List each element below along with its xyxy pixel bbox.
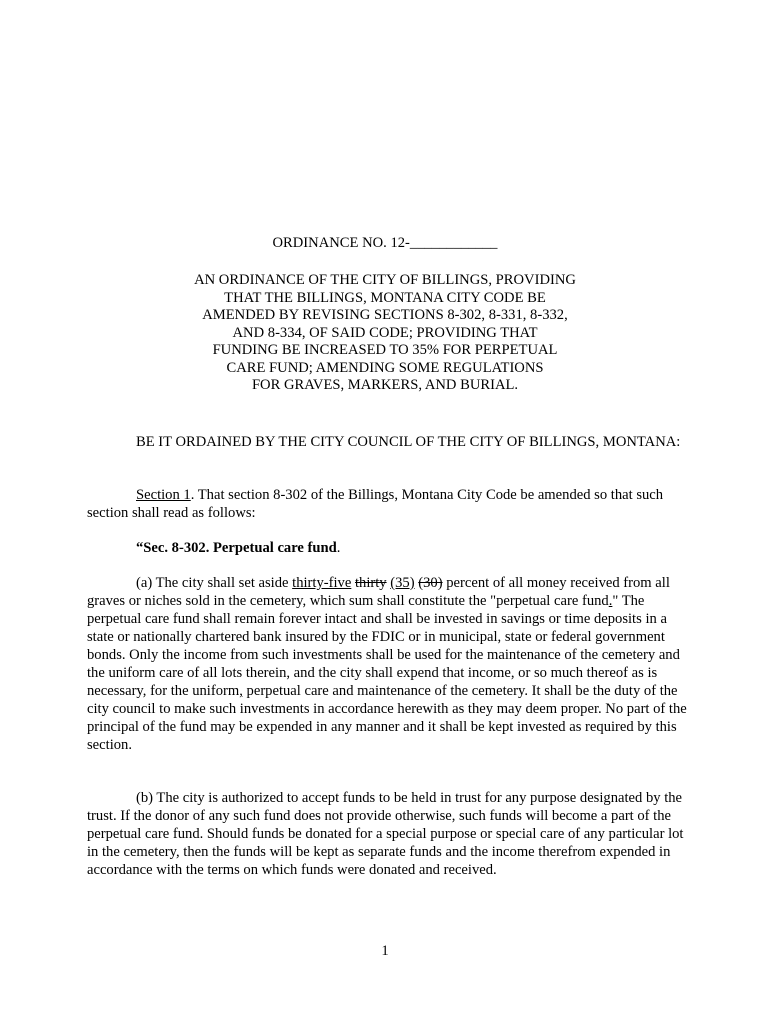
paragraph-b [87,789,687,879]
paragraph-a-text-2: " The perpetual care fund shall remain forever intact and shall be invested in savings or time deposits in a state or nationally chartered bank insured by the FDIC or in municipal, state or federal government bonds. Only the income from such investments shall be used for the maintenance of the cemetery and the uniform care of all lots therein, and the city shall expend that income, or so much thereof as is necessary, for the uniform [87,593,680,699]
title-line: CARE FUND; AMENDING SOME REGULATIONS [226,359,544,376]
title-line: AMENDED BY REVISING SECTIONS 8-302, 8-331, 8-332, [202,307,568,323]
paragraph-b-text: (b) The city is authorized to accept funds to be held in trust for any purpose designated by the trust. If the donor of any such fund does not provide otherwise, such funds will become a part of the perpetual care fund. Should funds be donated for a special purpose or special care of any particular lot in the cemetery, then the funds will be kept as separate funds and the income therefrom expended in accordance with the terms on which funds were donated and received. [87,790,684,878]
inserted-words: thirty-five [292,575,352,591]
title-line: AN ORDINANCE OF THE CITY OF BILLINGS, PROVIDING [194,272,576,288]
enacting-clause-text: BE IT ORDAINED BY THE CITY COUNCIL OF THE CITY OF BILLINGS, MONTANA: [136,434,681,450]
deleted-number: (30) [418,575,443,591]
title-line: FOR GRAVES, MARKERS, AND BURIAL. [251,377,519,393]
section-1-label: Section 1 [136,487,191,503]
section-heading [87,539,687,557]
title-line: AND 8-334, OF SAID CODE; PROVIDING THAT [232,324,538,341]
paragraph-a-lead: (a) The city shall set aside [136,575,293,591]
title-line: FUNDING BE INCREASED TO 35% FOR PERPETUAL [212,342,558,358]
enacting-clause [87,433,687,451]
page-number: 1 [381,943,389,959]
paragraph-a-text-1: percent of all money received from all graves or niches sold in the cemetery, which sum shall constitute the "perpetual care fund [87,575,670,609]
section-heading-period: . [336,540,341,556]
ordinance-number: ORDINANCE NO. 12-____________ [272,235,498,251]
inserted-period: . [608,593,613,609]
inserted-comma: , [239,683,243,699]
section-1-text: . That section 8-302 of the Billings, Montana City Code be amended so that such section shall read as follows: [87,487,664,521]
section-heading-text: “Sec. 8-302. Perpetual care fund [136,540,337,556]
ordinance-title [0,272,770,395]
paragraph-a [87,574,687,754]
section-1-paragraph [87,486,687,522]
inserted-number: (35) [390,575,415,591]
paragraph-a-text-3: perpetual care and maintenance of the cemetery. It shall be the duty of the city council to make such investments in accordance herewith as they may deem proper. No part of the principal of the fund may be expended in any manner and it shall be kept invested as required by this section. [87,683,687,753]
deleted-words: thirty [354,575,387,591]
title-line: THAT THE BILLINGS, MONTANA CITY CODE BE [224,289,546,306]
